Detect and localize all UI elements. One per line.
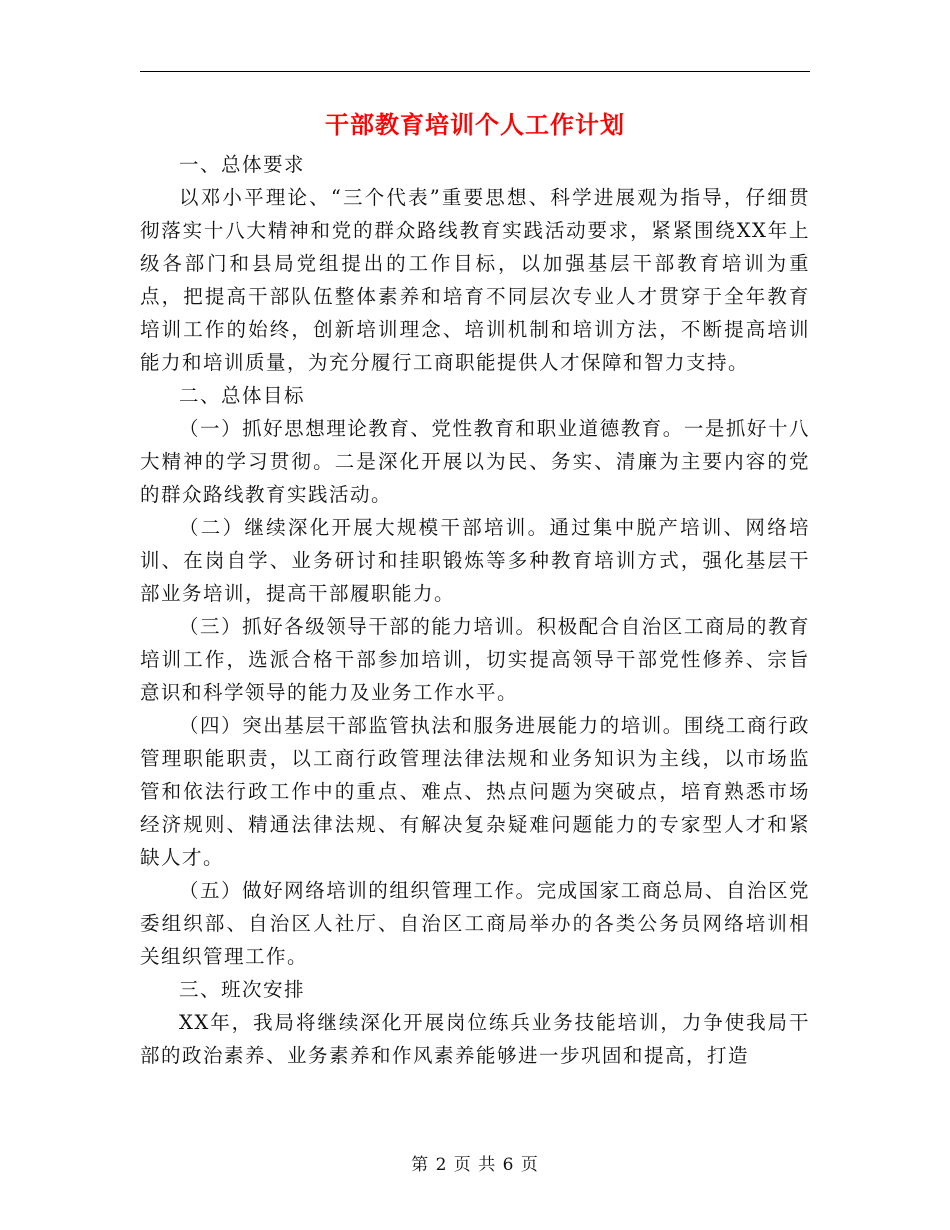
paragraph: （四）突出基层干部监管执法和服务进展能力的培训。围绕工商行政管理职能职责，以工商行政管理法律法规和业务知识为主线，以市场监管和依法行政工作中的重点、难点、热点问题为突破点，培育熟悉市场经济规则、精通法律法规、有解决复杂疑难问题能力的专家型人才和紧缺人才。 [140, 714, 810, 869]
paragraph: （三）抓好各级领导干部的能力培训。积极配合自治区工商局的教育培训工作，选派合格干部参加培训，切实提高领导干部党性修养、宗旨意识和科学领导的能力及业务工作水平。 [140, 615, 810, 704]
paragraph: （二）继续深化开展大规模干部培训。通过集中脱产培训、网络培训、在岗自学、业务研讨和挂职锻炼等多种教育培训方式，强化基层干部业务培训，提高干部履职能力。 [140, 516, 810, 605]
document-title: 干部教育培训个人工作计划 [325, 110, 625, 139]
section-heading: 一、总体要求 [179, 153, 306, 176]
document-body [140, 148, 810, 1072]
paragraph: XX年，我局将继续深化开展岗位练兵业务技能培训，力争使我局干部的政治素养、业务素养和作风素养能够进一步巩固和提高，打造 [140, 1011, 810, 1067]
paragraph: （五）做好网络培训的组织管理工作。完成国家工商总局、自治区党委组织部、自治区人社厅、自治区工商局举办的各类公务员网络培训相关组织管理工作。 [140, 879, 810, 968]
header-rule [140, 71, 810, 72]
section-heading: 二、总体目标 [179, 384, 306, 407]
paragraph: （一）抓好思想理论教育、党性教育和职业道德教育。一是抓好十八大精神的学习贯彻。二是深化开展以为民、务实、清廉为主要内容的党的群众路线教育实践活动。 [140, 417, 810, 506]
section-heading: 三、班次安排 [179, 978, 306, 1001]
page-number: 第 2 页 共 6 页 [411, 1155, 539, 1175]
paragraph: 以邓小平理论、“三个代表”重要思想、科学进展观为指导，仔细贯彻落实十八大精神和党的群众路线教育实践活动要求，紧紧围绕XX年上级各部门和县局党组提出的工作目标，以加强基层干部教育培训为重点，把提高干部队伍整体素养和培育不同层次专业人才贯穿于全年教育培训工作的始终，创新培训理念、培训机制和培训方法，不断提高培训能力和培训质量，为充分履行工商职能提供人才保障和智力支持。 [140, 186, 810, 374]
